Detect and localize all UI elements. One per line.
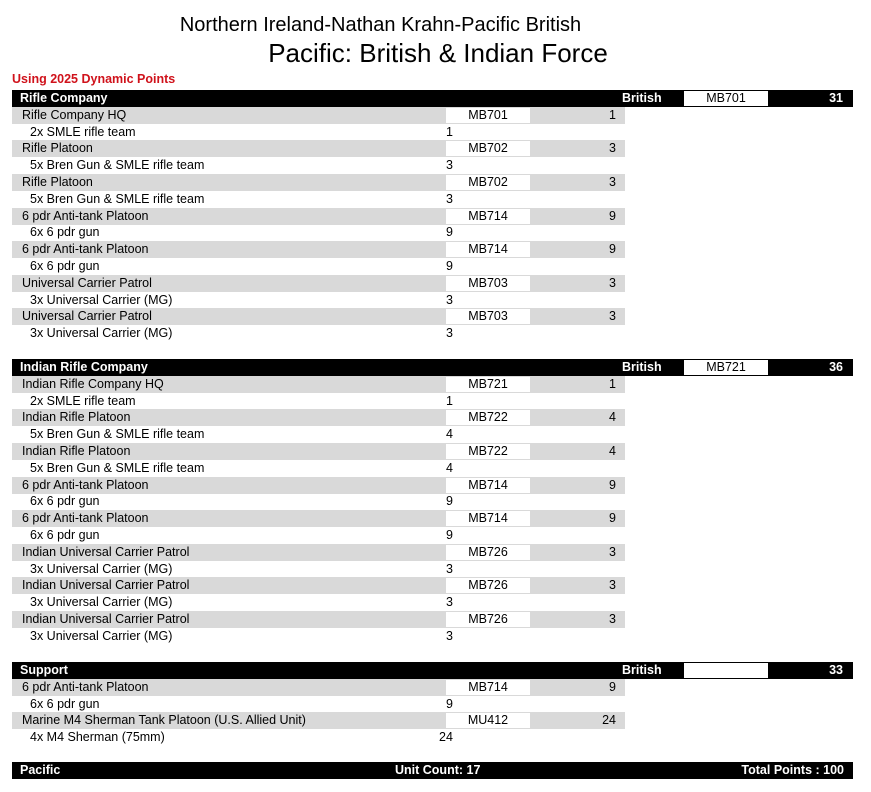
section-nation: British: [622, 360, 662, 374]
unit-detail: 6x 6 pdr gun: [30, 494, 100, 509]
unit-name: 6 pdr Anti-tank Platoon: [22, 511, 149, 526]
unit-detail: 3x Universal Carrier (MG): [30, 292, 173, 307]
unit-points: 24: [602, 713, 616, 728]
unit-code: MB726: [446, 612, 530, 627]
unit-detail: 6x 6 pdr gun: [30, 696, 100, 711]
unit-name: Indian Rifle Platoon: [22, 410, 131, 425]
unit-detail-row: [12, 493, 625, 510]
force-title: Pacific: British & Indian Force: [268, 38, 608, 68]
footer-bar: [12, 762, 853, 779]
unit-detail-row: [12, 460, 625, 477]
unit-row: [12, 409, 625, 426]
unit-points: 4: [609, 410, 616, 425]
unit-name: Rifle Company HQ: [22, 107, 127, 122]
unit-points: 9: [609, 208, 616, 223]
unit-name: 6 pdr Anti-tank Platoon: [22, 679, 149, 694]
unit-code: MB714: [446, 478, 530, 493]
unit-detail-row: [12, 527, 625, 544]
unit-detail: 5x Bren Gun & SMLE rifle team: [30, 191, 205, 206]
unit-detail-points: 3: [446, 628, 453, 643]
unit-row: [12, 140, 625, 157]
section-nation: British: [622, 663, 662, 677]
unit-detail-points: 3: [446, 326, 453, 341]
unit-points: 9: [609, 242, 616, 257]
unit-points: 9: [609, 679, 616, 694]
unit-row: [12, 443, 625, 460]
unit-detail-points: 4: [446, 427, 453, 442]
section-name: Support: [20, 663, 68, 677]
unit-name: Universal Carrier Patrol: [22, 275, 152, 290]
unit-name: Indian Rifle Company HQ: [22, 376, 164, 391]
unit-code: MB714: [446, 511, 530, 526]
unit-detail-points: 3: [446, 158, 453, 173]
unit-row: [12, 174, 625, 191]
points-note: Using 2025 Dynamic Points: [12, 72, 176, 86]
unit-code: MB702: [446, 141, 530, 156]
unit-detail-row: [12, 124, 625, 141]
section-header: [12, 90, 853, 107]
unit-detail-row: [12, 157, 625, 174]
unit-name: 6 pdr Anti-tank Platoon: [22, 242, 149, 257]
footer-unit-count: Unit Count: 17: [395, 763, 481, 777]
section-name: Indian Rifle Company: [20, 360, 148, 374]
unit-code: MU412: [446, 713, 530, 728]
unit-code: MB701: [446, 108, 530, 123]
footer-theatre: Pacific: [20, 763, 61, 777]
unit-row: [12, 275, 625, 292]
unit-name: 6 pdr Anti-tank Platoon: [22, 208, 149, 223]
unit-detail: 3x Universal Carrier (MG): [30, 326, 173, 341]
section-header: [12, 662, 853, 679]
unit-detail-row: [12, 426, 625, 443]
unit-points: 3: [609, 544, 616, 559]
unit-detail-row: [12, 191, 625, 208]
unit-points: 9: [609, 511, 616, 526]
unit-row: [12, 712, 625, 729]
unit-row: [12, 679, 625, 696]
section-points: 36: [829, 360, 843, 374]
unit-code: MB722: [446, 444, 530, 459]
unit-detail-row: [12, 628, 625, 645]
unit-name: Indian Universal Carrier Patrol: [22, 578, 190, 593]
section-name: Rifle Company: [20, 91, 108, 105]
unit-code: MB703: [446, 276, 530, 291]
section-points: 33: [829, 663, 843, 677]
unit-detail: 2x SMLE rifle team: [30, 124, 136, 139]
unit-detail: 5x Bren Gun & SMLE rifle team: [30, 158, 205, 173]
unit-detail-row: [12, 292, 625, 309]
unit-name: Universal Carrier Patrol: [22, 309, 152, 324]
unit-name: Indian Rifle Platoon: [22, 444, 131, 458]
unit-detail-points: 3: [446, 292, 453, 307]
list-title: Northern Ireland-Nathan Krahn-Pacific British: [179, 14, 582, 36]
unit-code: MB722: [446, 410, 530, 425]
unit-row: [12, 241, 625, 258]
unit-detail-points: 1: [446, 393, 453, 408]
unit-code: MB714: [446, 242, 530, 257]
unit-row: [12, 544, 625, 561]
unit-row: [12, 308, 625, 325]
section-points: 31: [829, 91, 843, 105]
unit-name: Rifle Platoon: [22, 175, 93, 189]
unit-detail-points: 3: [446, 595, 453, 610]
unit-detail-points: 9: [446, 696, 453, 711]
unit-detail-points: 9: [446, 494, 453, 509]
unit-detail-points: 9: [446, 259, 453, 273]
unit-detail-row: [12, 594, 625, 611]
unit-name: 6 pdr Anti-tank Platoon: [22, 477, 149, 492]
section-code: MB721: [684, 360, 768, 375]
unit-code: MB702: [446, 175, 530, 190]
unit-points: 3: [609, 309, 616, 324]
unit-code: MB703: [446, 309, 530, 324]
unit-points: 3: [609, 275, 616, 290]
unit-row: [12, 107, 625, 124]
unit-detail-row: [12, 258, 625, 275]
footer-total-points: Total Points : 100: [741, 763, 844, 777]
unit-code: MB714: [446, 209, 530, 224]
unit-row: [12, 376, 625, 393]
unit-detail: 6x 6 pdr gun: [30, 259, 100, 273]
unit-detail-row: [12, 393, 625, 410]
unit-points: 1: [609, 376, 616, 391]
unit-detail-points: 3: [446, 561, 453, 576]
unit-row: [12, 477, 625, 494]
unit-name: Indian Universal Carrier Patrol: [22, 544, 190, 559]
unit-code: MB726: [446, 578, 530, 593]
unit-code: MB726: [446, 545, 530, 560]
unit-detail-row: [12, 729, 625, 746]
unit-detail: 2x SMLE rifle team: [30, 393, 136, 408]
unit-detail-row: [12, 224, 625, 241]
section-code: MB701: [684, 91, 768, 106]
unit-detail-points: 1: [446, 124, 453, 139]
section-code: [684, 663, 768, 678]
unit-points: 4: [609, 444, 616, 458]
unit-detail-points: 4: [446, 460, 453, 475]
unit-code: MB714: [446, 680, 530, 695]
unit-detail: 6x 6 pdr gun: [30, 528, 100, 542]
unit-detail: 3x Universal Carrier (MG): [30, 628, 173, 643]
unit-detail: 4x M4 Sherman (75mm): [30, 730, 165, 745]
unit-detail: 5x Bren Gun & SMLE rifle team: [30, 460, 205, 475]
unit-points: 3: [609, 141, 616, 156]
unit-detail: 6x 6 pdr gun: [30, 225, 100, 240]
unit-row: [12, 577, 625, 594]
unit-points: 9: [609, 477, 616, 492]
unit-name: Marine M4 Sherman Tank Platoon (U.S. Allied Unit): [22, 713, 306, 728]
unit-points: 3: [609, 578, 616, 593]
unit-points: 3: [609, 175, 616, 189]
unit-name: Indian Universal Carrier Patrol: [22, 612, 190, 626]
unit-detail-points: 24: [439, 730, 453, 745]
unit-detail-row: [12, 561, 625, 578]
unit-detail-points: 9: [446, 528, 453, 542]
unit-row: [12, 208, 625, 225]
unit-name: Rifle Platoon: [22, 141, 93, 156]
unit-detail: 3x Universal Carrier (MG): [30, 561, 173, 576]
unit-detail: 3x Universal Carrier (MG): [30, 595, 173, 610]
unit-points: 1: [609, 107, 616, 122]
unit-detail-points: 3: [446, 191, 453, 206]
unit-code: MB721: [446, 377, 530, 392]
unit-detail-points: 9: [446, 225, 453, 240]
unit-points: 3: [609, 612, 616, 626]
unit-detail-row: [12, 325, 625, 342]
unit-detail: 5x Bren Gun & SMLE rifle team: [30, 427, 205, 442]
unit-detail-row: [12, 696, 625, 713]
unit-row: [12, 510, 625, 527]
section-header: [12, 359, 853, 376]
section-nation: British: [622, 91, 662, 105]
unit-row: [12, 611, 625, 628]
